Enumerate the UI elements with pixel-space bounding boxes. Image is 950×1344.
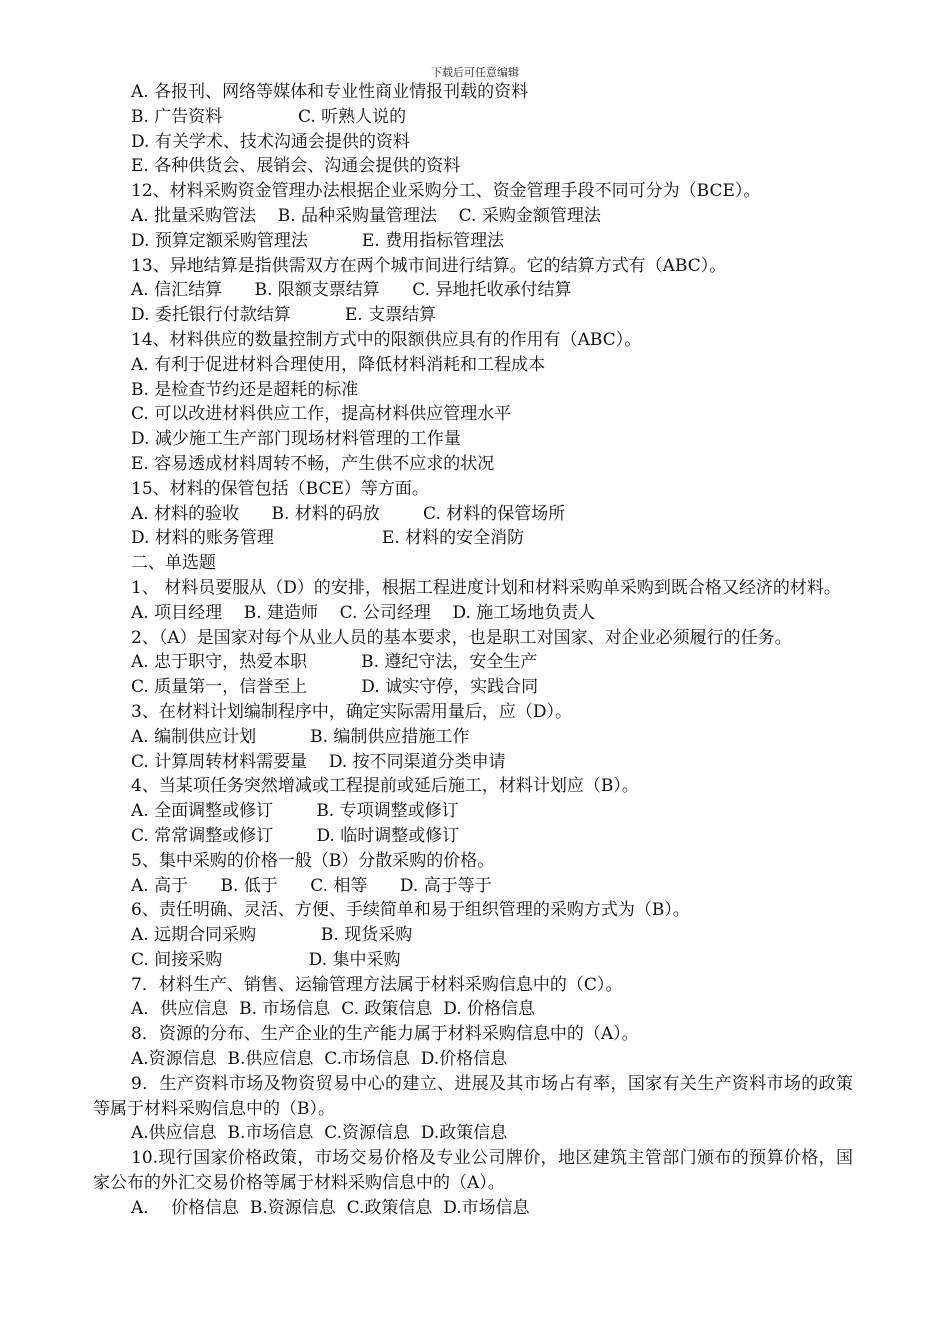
- text-line: D. 有关学术、技术沟通会提供的资料: [131, 131, 410, 152]
- text-line: E. 容易透成材料周转不畅，产生供不应求的状况: [131, 453, 495, 474]
- text-line: 5、集中采购的价格一般（B）分散采购的价格。: [131, 850, 495, 871]
- text-line: B. 是检查节约还是超耗的标准: [131, 379, 359, 400]
- text-line: 1、 材料员要服从（D）的安排，根据工程进度计划和材料采购单采购到既合格又经济的材料。: [131, 577, 841, 598]
- text-line: 8．资源的分布、生产企业的生产能力属于材料采购信息中的（A）。: [131, 1024, 639, 1045]
- text-line: E. 各种供货会、展销会、沟通会提供的资料: [131, 156, 461, 177]
- text-line: A.供应信息 B.市场信息 C.资源信息 D.政策信息: [131, 1123, 508, 1144]
- text-line: 13、异地结算是指供需双方在两个城市间进行结算。它的结算方式有（ABC）。: [131, 255, 727, 276]
- text-line: A. 有利于促进材料合理使用，降低材料消耗和工程成本: [131, 354, 546, 375]
- text-line: A. 忠于职守，热爱本职 B. 遵纪守法，安全生产: [131, 652, 538, 673]
- text-line: 4、当某项任务突然增减或工程提前或延后施工，材料计划应（B）。: [131, 776, 639, 797]
- text-line: A. 材料的验收 B. 材料的码放 C. 材料的保管场所: [131, 503, 566, 524]
- text-line: 10.现行国家价格政策，市场交易价格及专业公司牌价，地区建筑主管部门颁布的预算价格，国家公布的外汇交易价格等属于材料采购信息中的（A）。: [93, 1148, 853, 1194]
- text-line: D. 减少施工生产部门现场材料管理的工作量: [131, 429, 461, 450]
- text-line: D. 预算定额采购管理法 E. 费用指标管理法: [131, 230, 505, 251]
- text-line: C. 间接采购 D. 集中采购: [131, 949, 401, 970]
- text-line: C. 质量第一，信誉至上 D. 诚实守停，实践合同: [131, 677, 539, 698]
- text-line: 7．材料生产、销售、运输管理方法属于材料采购信息中的（C）。: [131, 974, 623, 995]
- page-header: 下载后可任意编辑: [431, 66, 519, 79]
- document-body: [93, 80, 853, 1221]
- text-line: A.资源信息 B.供应信息 C.市场信息 D.价格信息: [131, 1049, 508, 1070]
- text-line: A. 编制供应计划 B. 编制供应措施工作: [131, 726, 470, 747]
- text-line: A. 全面调整或修订 B. 专项调整或修订: [131, 801, 459, 822]
- text-line: A. 远期合同采购 B. 现货采购: [131, 925, 413, 946]
- text-line: B. 广告资料 C. 听熟人说的: [131, 106, 407, 127]
- text-line: 二、单选题: [131, 553, 216, 574]
- text-line: C. 可以改进材料供应工作，提高材料供应管理水平: [131, 404, 512, 425]
- text-line: 9．生产资料市场及物资贸易中心的建立、进展及其市场占有率，国家有关生产资料市场的政策等属于材料采购信息中的（B）。: [93, 1073, 853, 1119]
- text-line: 2、（A）是国家对每个从业人员的基本要求，也是职工对国家、对企业必须履行的任务。: [131, 627, 792, 648]
- text-line: D. 委托银行付款结算 E. 支票结算: [131, 305, 437, 326]
- text-line: 14、材料供应的数量控制方式中的限额供应具有的作用有（ABC）。: [131, 329, 642, 350]
- text-line: 12、材料采购资金管理办法根据企业采购分工、资金管理手段不同可分为（BCE）。: [131, 181, 761, 202]
- text-line: 15、材料的保管包括（BCE）等方面。: [131, 478, 429, 499]
- text-line: C. 常常调整或修订 D. 临时调整或修订: [131, 825, 460, 846]
- text-line: A. 批量采购管法 B. 品种采购量管理法 C. 采购金额管理法: [131, 205, 601, 226]
- text-line: 3、在材料计划编制程序中，确定实际需用量后，应（D）。: [131, 701, 572, 722]
- text-line: A．供应信息 B. 市场信息 C. 政策信息 D. 价格信息: [131, 999, 536, 1020]
- text-line: A． 价格信息 B.资源信息 C.政策信息 D.市场信息: [131, 1197, 530, 1218]
- text-line: A. 高于 B. 低于 C. 相等 D. 高于等于: [131, 875, 492, 896]
- text-line: A. 各报刊、网络等媒体和专业性商业情报刊载的资料: [131, 82, 529, 102]
- text-line: A. 信汇结算 B. 限额支票结算 C. 异地托收承付结算: [131, 280, 572, 301]
- text-line: D. 材料的账务管理 E. 材料的安全消防: [131, 528, 525, 549]
- text-line: A. 项目经理 B. 建造师 C. 公司经理 D. 施工场地负责人: [131, 602, 596, 623]
- text-line: 6、责任明确、灵活、方便、手续简单和易于组织管理的采购方式为（B）。: [131, 900, 690, 921]
- text-line: C. 计算周转材料需要量 D. 按不同渠道分类申请: [131, 751, 506, 772]
